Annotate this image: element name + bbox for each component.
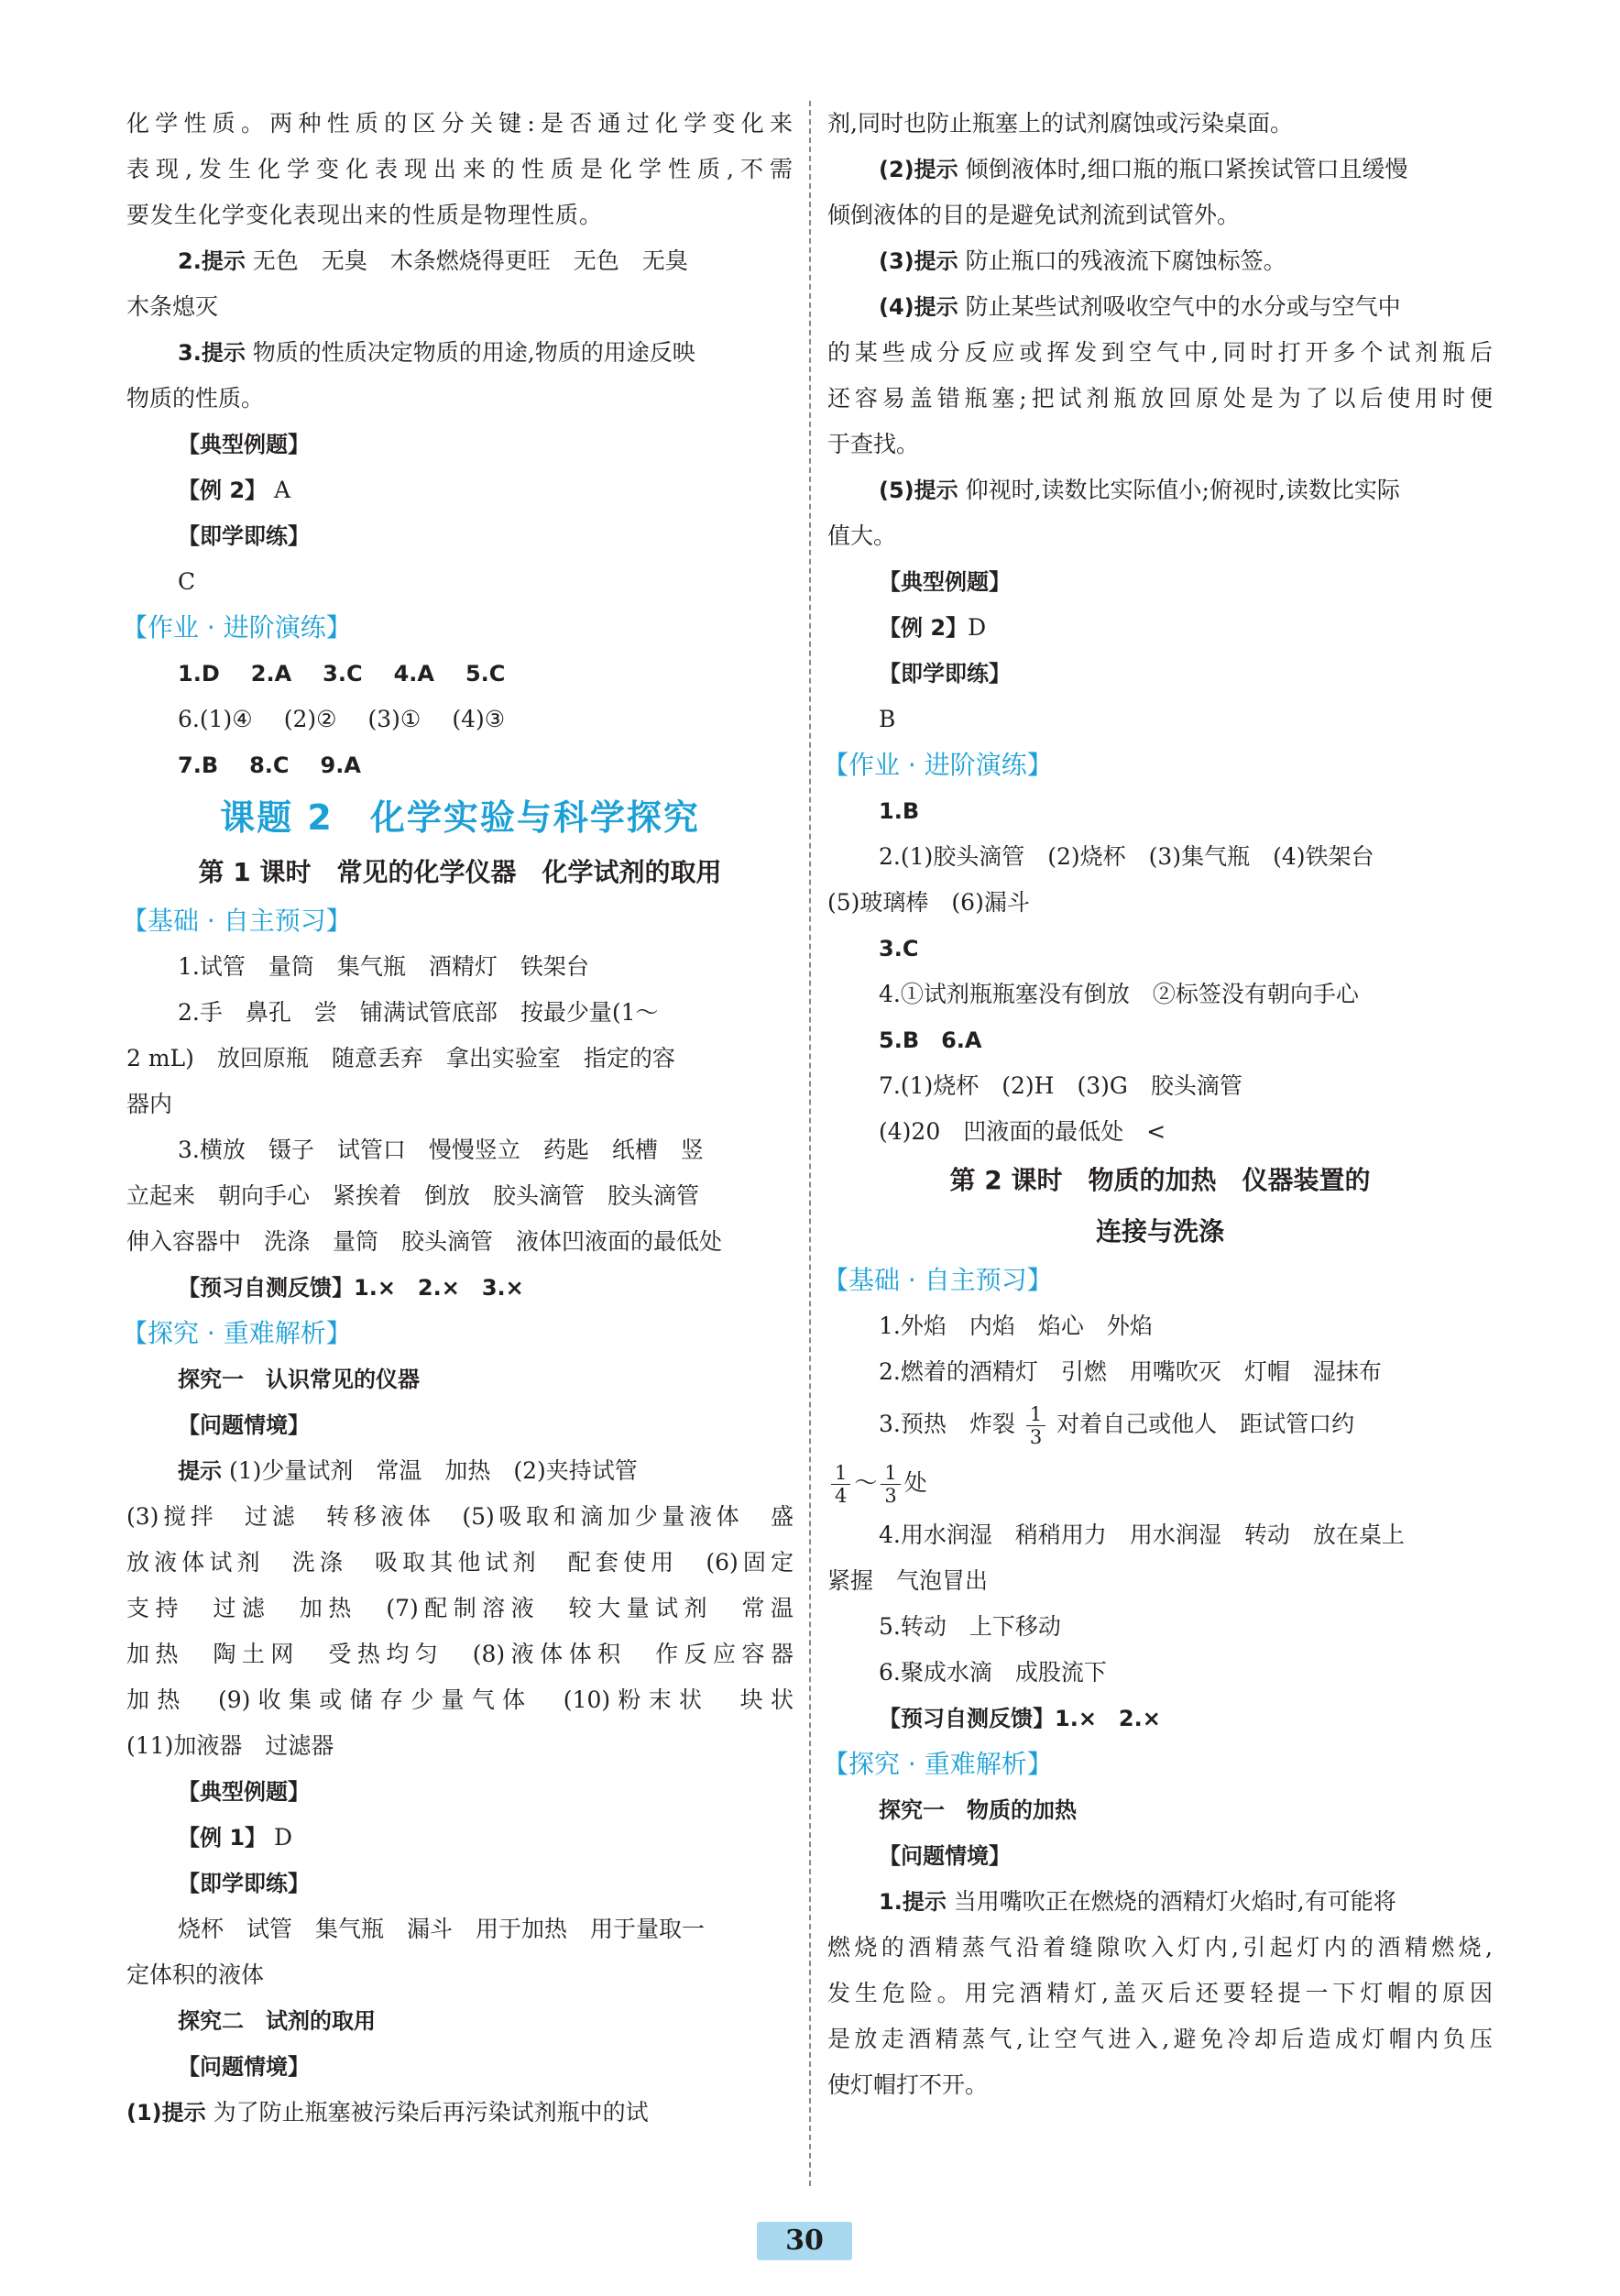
left-column bbox=[122, 101, 794, 2136]
homework-title: 【作业 · 进阶演练】 bbox=[122, 612, 352, 643]
tips-line bbox=[126, 2090, 794, 2136]
answer: 9.A bbox=[320, 753, 361, 778]
fraction-denominator: 4 bbox=[835, 1485, 848, 1507]
self-test-answers: 1.× 2.× 3.× bbox=[354, 1275, 524, 1301]
fraction-numerator: 1 bbox=[881, 1462, 900, 1485]
tips-line bbox=[827, 238, 1493, 284]
typical-example-label: 【典型例题】 bbox=[879, 569, 1011, 595]
practice-answer: C bbox=[178, 568, 196, 595]
self-test bbox=[126, 1265, 794, 1311]
self-test-label: 【预习自测反馈】 bbox=[879, 1706, 1055, 1731]
example-label: 【例 1】 bbox=[178, 1825, 268, 1851]
fraction-numerator: 1 bbox=[1026, 1403, 1045, 1426]
text-line: 倾倒液体的目的是避免试剂流到试管外。 bbox=[827, 202, 1241, 228]
period-title: 第 2 课时 物质的加热 仪器装置的 bbox=[949, 1165, 1371, 1195]
text-line: 剂,同时也防止瓶塞上的试剂腐蚀或污染桌面。 bbox=[827, 110, 1293, 137]
answer: 4.A bbox=[393, 661, 434, 687]
text-line: 加热 陶土网 受热均匀 (8)液体体积 作反应容器 bbox=[126, 1641, 794, 1667]
text-line: 值大。 bbox=[827, 522, 897, 549]
answer-row bbox=[126, 697, 794, 742]
answer: 7.B bbox=[178, 753, 219, 778]
example-1 bbox=[126, 1815, 794, 1861]
text-line: 的某些成分反应或挥发到空气中,同时打开多个试剂瓶后 bbox=[827, 339, 1493, 366]
tips-text: 倾倒液体时,细口瓶的瓶口紧挨试管口且缓慢 bbox=[965, 156, 1408, 182]
text-line: 烧杯 试管 集气瓶 漏斗 用于加热 用于量取一 bbox=[178, 1916, 706, 1942]
text-line: 伸入容器中 洗涤 量筒 胶头滴管 液体凹液面的最低处 bbox=[126, 1228, 723, 1255]
answer: 2.A bbox=[250, 661, 292, 687]
text-line: 木条熄灭 bbox=[126, 293, 219, 320]
period-title: 第 1 课时 常见的化学仪器 化学试剂的取用 bbox=[198, 857, 722, 887]
answer: 1.D bbox=[178, 661, 220, 687]
hint-label: 3.提示 bbox=[178, 340, 246, 366]
text-line: 1.试管 量筒 集气瓶 酒精灯 铁架台 bbox=[178, 953, 589, 980]
tips-text: 防止瓶口的残液流下腐蚀标签。 bbox=[965, 247, 1286, 274]
explore-heading: 探究二 试剂的取用 bbox=[178, 2008, 376, 2034]
tips-label: 提示 bbox=[178, 1458, 222, 1484]
answer: 5.C bbox=[465, 661, 506, 687]
text-line: 要发生化学变化表现出来的性质是物理性质。 bbox=[126, 202, 604, 228]
tips-label: (5)提示 bbox=[879, 478, 958, 503]
hint-3 bbox=[126, 330, 794, 376]
basic-preview-title: 【基础 · 自主预习】 bbox=[122, 906, 352, 936]
explore-title: 【探究 · 重难解析】 bbox=[823, 1749, 1053, 1779]
text-line: 2.燃着的酒精灯 引燃 用嘴吹灭 灯帽 湿抹布 bbox=[879, 1358, 1382, 1385]
text-line: 是放走酒精蒸气,让空气进入,避免冷却后造成灯帽内负压 bbox=[827, 2026, 1493, 2052]
hint-2 bbox=[126, 238, 794, 284]
text-line: (11)加液器 过滤器 bbox=[126, 1732, 334, 1759]
text-line: 3.C bbox=[879, 936, 919, 961]
answer: (2)② bbox=[283, 706, 337, 732]
tips-label: (3)提示 bbox=[879, 248, 958, 274]
problem-label: 【问题情境】 bbox=[178, 1412, 310, 1438]
self-test-label: 【预习自测反馈】 bbox=[178, 1275, 354, 1301]
answer: 6.(1)④ bbox=[178, 706, 253, 732]
right-column bbox=[823, 101, 1493, 2108]
tips-line bbox=[827, 467, 1493, 513]
tips-label: 1.提示 bbox=[879, 1889, 947, 1915]
text-line: 表现,发生化学变化表现出来的性质是化学性质,不需 bbox=[126, 156, 794, 182]
example-2 bbox=[126, 467, 794, 513]
answer-row bbox=[126, 651, 794, 697]
page-number: 30 bbox=[757, 2222, 852, 2260]
text-line: 放液体试剂 洗涤 吸取其他试剂 配套使用 (6)固定 bbox=[126, 1549, 794, 1576]
fraction-denominator: 3 bbox=[884, 1485, 897, 1507]
text-line: 3.横放 镊子 试管口 慢慢竖立 药匙 纸槽 竖 bbox=[178, 1137, 704, 1163]
basic-preview-title: 【基础 · 自主预习】 bbox=[823, 1265, 1053, 1295]
fraction bbox=[1026, 1403, 1045, 1448]
text-line: 还容易盖错瓶塞;把试剂瓶放回原处是为了以后使用时便 bbox=[827, 385, 1493, 412]
problem-label: 【问题情境】 bbox=[879, 1843, 1011, 1869]
text-line: 加热 (9)收集或储存少量气体 (10)粉末状 块状 bbox=[126, 1686, 794, 1713]
text-line-with-fraction bbox=[827, 1454, 1493, 1512]
column-divider bbox=[809, 101, 811, 2186]
text-line: 燃烧的酒精蒸气沿着缝隙吹入灯内,引起灯内的酒精燃烧, bbox=[827, 1934, 1493, 1961]
answer: 8.C bbox=[249, 753, 290, 778]
practice-label: 【即学即练】 bbox=[178, 523, 310, 549]
text-line: 物质的性质。 bbox=[126, 385, 265, 412]
lesson-title: 课题 2 化学实验与科学探究 bbox=[220, 797, 700, 838]
text-line: (3)搅拌 过滤 转移液体 (5)吸取和滴加少量液体 盛 bbox=[126, 1503, 794, 1530]
tips-line bbox=[827, 284, 1493, 330]
tilde: ～ bbox=[854, 1469, 878, 1496]
tips-label: (1)提示 bbox=[126, 2100, 206, 2126]
tips-text: 仰视时,读数比实际值小;俯视时,读数比实际 bbox=[965, 477, 1400, 503]
text-line: 2 mL) 放回原瓶 随意丢弃 拿出实验室 指定的容 bbox=[126, 1045, 675, 1071]
practice-label: 【即学即练】 bbox=[178, 1871, 310, 1896]
example-label: 【例 2】 bbox=[879, 615, 969, 641]
example-answer: A bbox=[274, 477, 291, 503]
text-segment: 处 bbox=[903, 1469, 927, 1496]
explore-title: 【探究 · 重难解析】 bbox=[122, 1318, 352, 1348]
text-line: 化学性质。两种性质的区分关键:是否通过化学变化来 bbox=[126, 110, 794, 137]
text-segment: 3.预热 炸裂 bbox=[879, 1411, 1015, 1437]
text-line: 定体积的液体 bbox=[126, 1961, 265, 1988]
fraction-denominator: 3 bbox=[1029, 1426, 1043, 1448]
answer: 3.C bbox=[323, 661, 363, 687]
answer: (3)① bbox=[367, 706, 421, 732]
practice-label: 【即学即练】 bbox=[879, 661, 1011, 687]
typical-example-label: 【典型例题】 bbox=[178, 432, 310, 457]
explore-heading: 探究一 物质的加热 bbox=[879, 1797, 1077, 1823]
fraction bbox=[831, 1462, 850, 1507]
example-answer: D bbox=[968, 614, 987, 641]
tips-text: 为了防止瓶塞被污染后再污染试剂瓶中的试 bbox=[213, 2099, 649, 2126]
text-line: 1.外焰 内焰 焰心 外焰 bbox=[879, 1313, 1153, 1339]
answer: (4)③ bbox=[452, 706, 506, 732]
text-line: 器内 bbox=[126, 1091, 173, 1117]
tips-line bbox=[126, 1448, 794, 1494]
text-line: 4.①试剂瓶瓶塞没有倒放 ②标签没有朝向手心 bbox=[879, 981, 1359, 1007]
text-line: 支持 过滤 加热 (7)配制溶液 较大量试剂 常温 bbox=[126, 1595, 794, 1621]
self-test bbox=[827, 1696, 1493, 1741]
typical-example-label: 【典型例题】 bbox=[178, 1779, 310, 1805]
self-test-answers: 1.× 2.× bbox=[1055, 1706, 1161, 1731]
text-line: 紧握 气泡冒出 bbox=[827, 1567, 989, 1594]
text-line: 发生危险。用完酒精灯,盖灭后还要轻提一下灯帽的原因 bbox=[827, 1980, 1493, 2006]
text-segment: 对着自己或他人 距试管口约 bbox=[1056, 1411, 1355, 1437]
text-line: 于查找。 bbox=[827, 431, 920, 457]
hint-text: 物质的性质决定物质的用途,物质的用途反映 bbox=[252, 339, 695, 366]
text-line: 1.B bbox=[879, 798, 920, 824]
text-line: 5.B 6.A bbox=[879, 1027, 982, 1053]
practice-answer: B bbox=[879, 706, 896, 732]
period-title-cont: 连接与洗涤 bbox=[1095, 1216, 1224, 1247]
text-line: 6.聚成水滴 成股流下 bbox=[879, 1659, 1107, 1686]
homework-title: 【作业 · 进阶演练】 bbox=[823, 750, 1053, 780]
text-line: (5)玻璃棒 (6)漏斗 bbox=[827, 889, 1030, 916]
text-line: 2.手 鼻孔 尝 铺满试管底部 按最少量(1～ bbox=[178, 999, 659, 1026]
example-answer: D bbox=[274, 1824, 293, 1851]
tips-text: (1)少量试剂 常温 加热 (2)夹持试管 bbox=[228, 1457, 638, 1484]
text-line-with-fraction bbox=[827, 1395, 1493, 1454]
fraction bbox=[881, 1462, 900, 1507]
answer-row bbox=[126, 742, 794, 788]
hint-text: 无色 无臭 木条燃烧得更旺 无色 无臭 bbox=[252, 247, 688, 274]
text-line: (4)20 凹液面的最低处 < bbox=[879, 1118, 1166, 1145]
tips-text: 当用嘴吹正在燃烧的酒精灯火焰时,有可能将 bbox=[953, 1888, 1396, 1915]
tips-label: (4)提示 bbox=[879, 294, 958, 320]
text-line: 2.(1)胶头滴管 (2)烧杯 (3)集气瓶 (4)铁架台 bbox=[879, 843, 1374, 870]
text-line: 4.用水润湿 稍稍用力 用水润湿 转动 放在桌上 bbox=[879, 1522, 1405, 1548]
tips-label: (2)提示 bbox=[879, 157, 958, 182]
hint-label: 2.提示 bbox=[178, 248, 246, 274]
tips-text: 防止某些试剂吸收空气中的水分或与空气中 bbox=[965, 293, 1401, 320]
text-line: 7.(1)烧杯 (2)H (3)G 胶头滴管 bbox=[879, 1072, 1242, 1099]
explore-heading: 探究一 认识常见的仪器 bbox=[178, 1367, 420, 1392]
problem-label: 【问题情境】 bbox=[178, 2054, 310, 2080]
tips-line bbox=[827, 1879, 1493, 1925]
text-line: 使灯帽打不开。 bbox=[827, 2071, 989, 2098]
text-line: 5.转动 上下移动 bbox=[879, 1613, 1061, 1640]
text-line: 立起来 朝向手心 紧挨着 倒放 胶头滴管 胶头滴管 bbox=[126, 1182, 700, 1209]
example-label: 【例 2】 bbox=[178, 478, 268, 503]
fraction-numerator: 1 bbox=[831, 1462, 850, 1485]
example-2 bbox=[827, 605, 1493, 651]
tips-line bbox=[827, 147, 1493, 192]
